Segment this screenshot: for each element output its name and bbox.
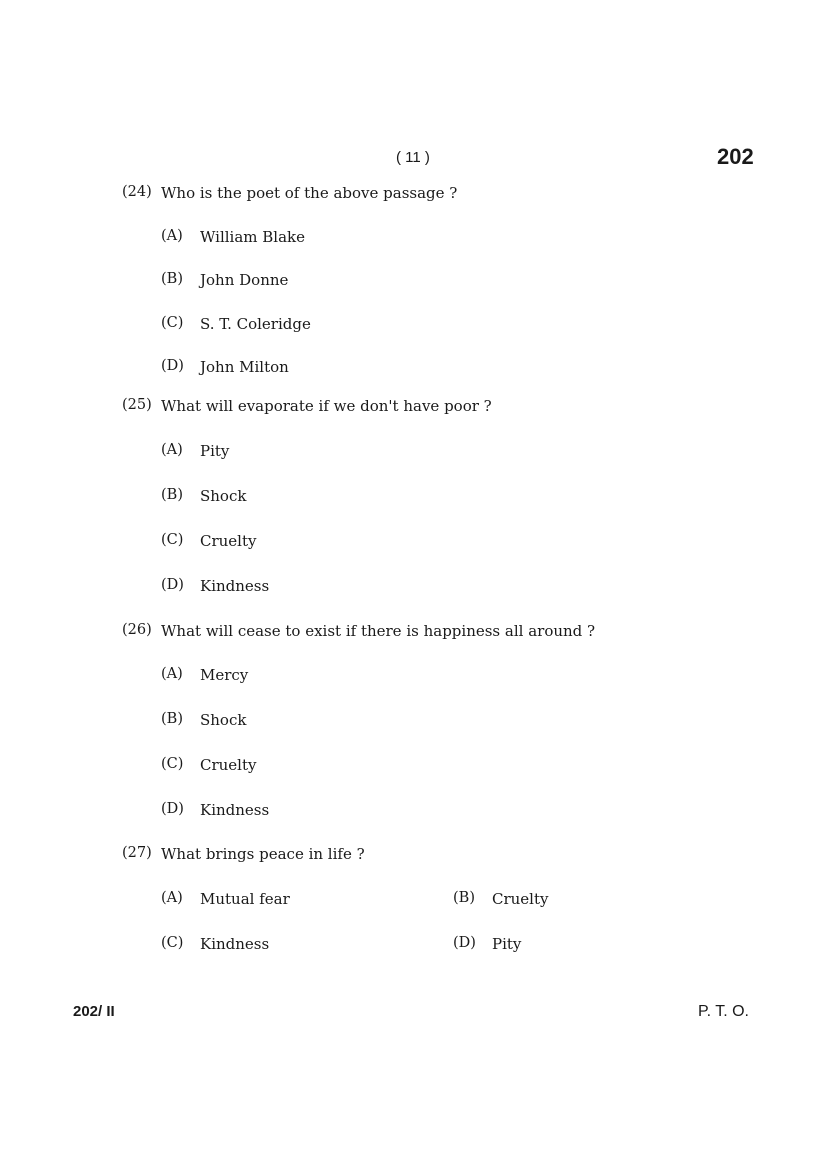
- option-text: Pity: [200, 442, 230, 460]
- option-text: Mercy: [200, 666, 249, 684]
- option-letter: (D): [453, 935, 476, 951]
- option-letter: (C): [161, 935, 184, 951]
- option-text: Pity: [492, 935, 522, 953]
- option-letter: (D): [161, 577, 184, 593]
- option-letter: (B): [453, 890, 475, 906]
- question-number: (26): [122, 622, 152, 638]
- question-text: What will evaporate if we don't have poor ?: [161, 397, 492, 415]
- option-letter: (C): [161, 315, 184, 331]
- option-text: Kindness: [200, 801, 270, 819]
- option-letter: (B): [161, 711, 183, 727]
- option-text: Cruelty: [492, 890, 549, 908]
- option-text: Shock: [200, 711, 247, 729]
- option-text: Kindness: [200, 935, 270, 953]
- question-text: What brings peace in life ?: [161, 845, 365, 863]
- option-text: Kindness: [200, 577, 270, 595]
- option-letter: (D): [161, 801, 184, 817]
- option-letter: (A): [161, 890, 183, 906]
- question-text: What will cease to exist if there is happiness all around ?: [161, 622, 596, 640]
- option-text: William Blake: [200, 228, 306, 246]
- page-number: ( 11 ): [396, 149, 430, 166]
- option-letter: (D): [161, 358, 184, 374]
- option-text: S. T. Coleridge: [200, 315, 311, 333]
- option-letter: (B): [161, 271, 183, 287]
- footer-pto: P. T. O.: [698, 1003, 749, 1020]
- question-number: (27): [122, 845, 152, 861]
- option-text: John Donne: [200, 271, 289, 289]
- option-text: Cruelty: [200, 532, 257, 550]
- question-number: (24): [122, 184, 152, 200]
- option-text: Shock: [200, 487, 247, 505]
- option-text: John Milton: [200, 358, 289, 376]
- option-letter: (A): [161, 666, 183, 682]
- option-text: Mutual fear: [200, 890, 290, 908]
- question-text: Who is the poet of the above passage ?: [161, 184, 458, 202]
- question-number: (25): [122, 397, 152, 413]
- paper-code: 202: [717, 144, 754, 169]
- option-letter: (A): [161, 228, 183, 244]
- option-text: Cruelty: [200, 756, 257, 774]
- option-letter: (C): [161, 756, 184, 772]
- option-letter: (C): [161, 532, 184, 548]
- footer-paper-code: 202/ II: [73, 1003, 115, 1020]
- option-letter: (B): [161, 487, 183, 503]
- option-letter: (A): [161, 442, 183, 458]
